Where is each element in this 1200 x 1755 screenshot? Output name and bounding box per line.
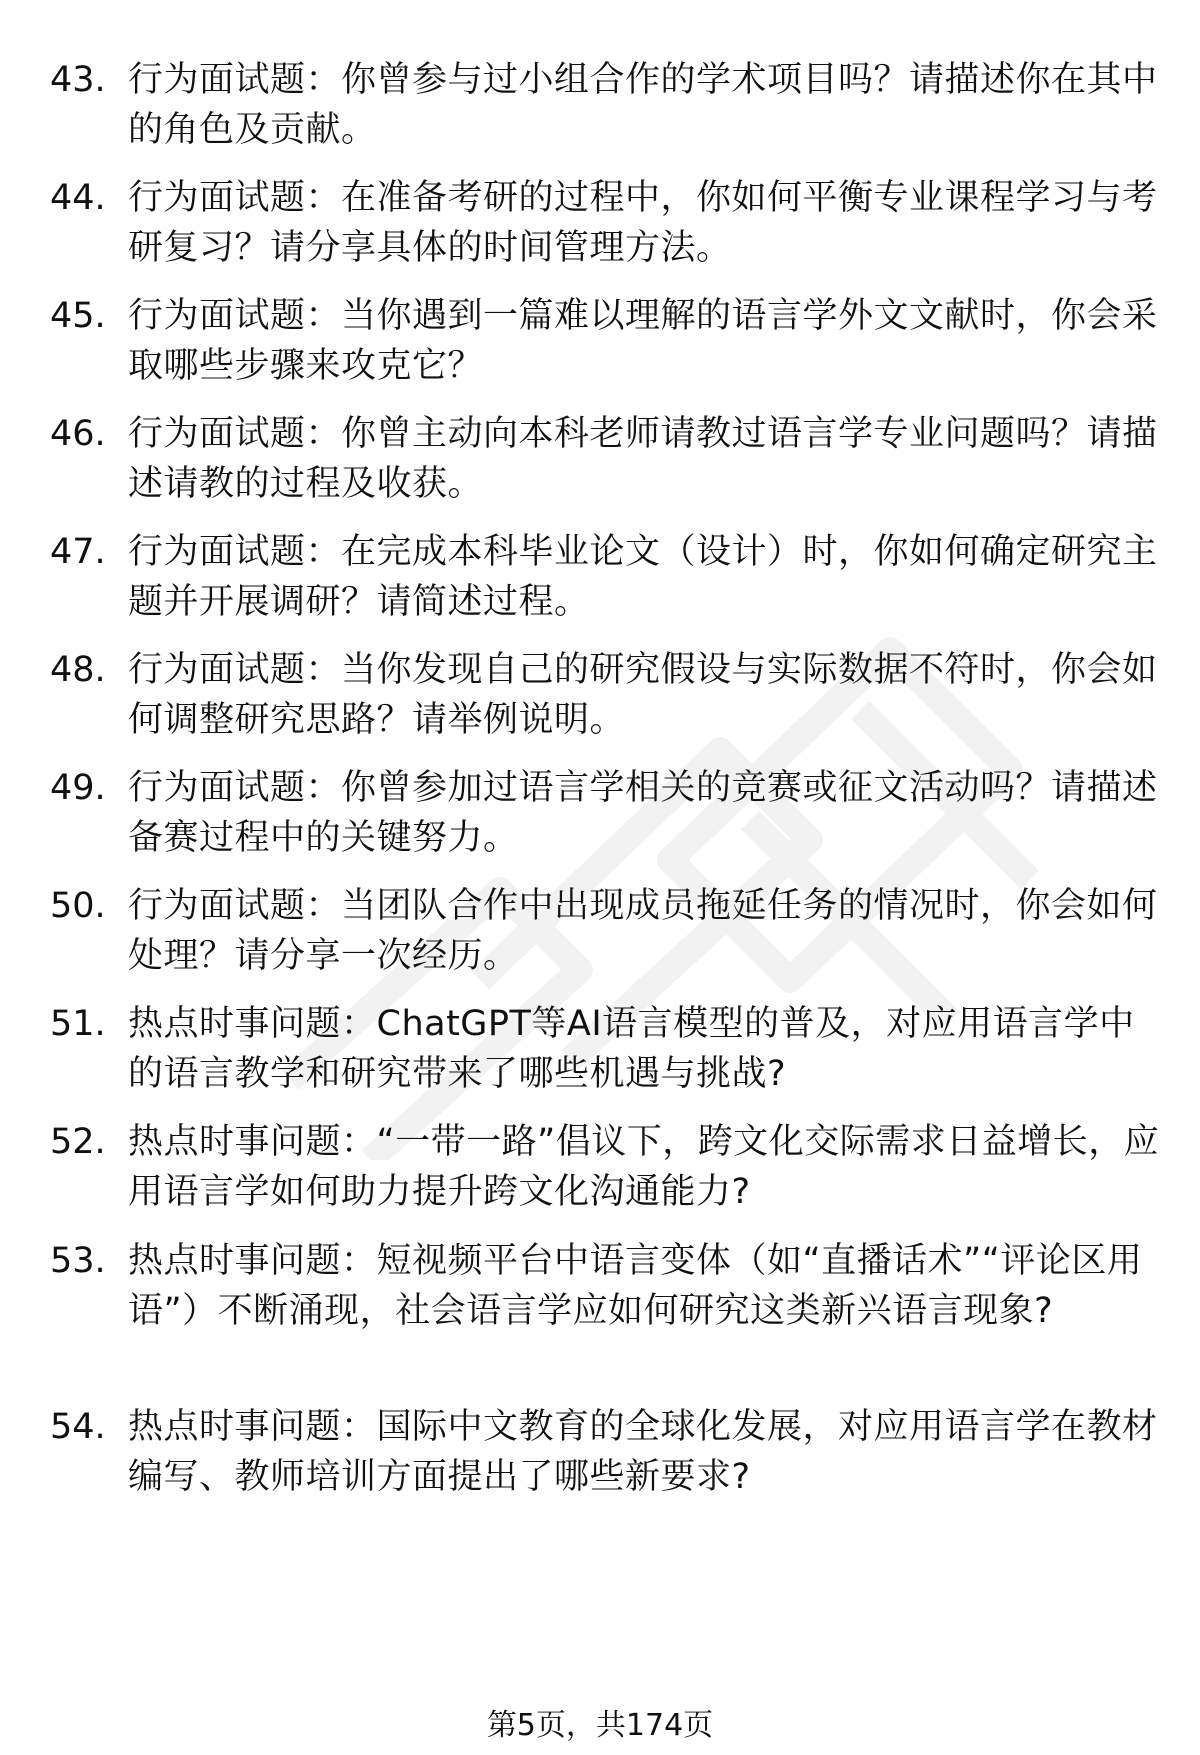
question-item-53 [50, 1236, 1160, 1336]
question-text: 热点时事问题：ChatGPT等AI语言模型的普及，对应用语言学中的语言教学和研究带来了哪些机遇与挑战? [128, 1004, 1135, 1094]
question-item-43 [50, 55, 1160, 155]
question-text: 热点时事问题：国际中文教育的全球化发展，对应用语言学在教材编写、教师培训方面提出了哪些新要求? [128, 1407, 1158, 1497]
question-number: 53. [50, 1241, 106, 1281]
question-item-48 [50, 645, 1160, 745]
question-item-45 [50, 291, 1160, 391]
question-number: 49. [50, 768, 106, 808]
question-number: 52. [50, 1122, 106, 1162]
question-text: 行为面试题：当团队合作中出现成员拖延任务的情况时，你会如何处理？请分享一次经历。 [128, 886, 1158, 976]
question-text: 行为面试题：你曾主动向本科老师请教过语言学专业问题吗？请描述请教的过程及收获。 [128, 414, 1158, 504]
question-number: 54. [50, 1407, 106, 1447]
question-text: 行为面试题：当你遇到一篇难以理解的语言学外文文献时，你会采取哪些步骤来攻克它？ [128, 296, 1158, 386]
question-number: 46. [50, 414, 106, 454]
question-text: 行为面试题：你曾参与过小组合作的学术项目吗？请描述你在其中的角色及贡献。 [128, 60, 1158, 150]
question-item-50 [50, 881, 1160, 981]
question-item-44 [50, 173, 1160, 273]
question-text: 行为面试题：在准备考研的过程中，你如何平衡专业课程学习与考研复习？请分享具体的时间管理方法。 [128, 178, 1158, 268]
question-number: 50. [50, 886, 106, 926]
question-item-52 [50, 1117, 1160, 1217]
question-text: 行为面试题：你曾参加过语言学相关的竞赛或征文活动吗？请描述备赛过程中的关键努力。 [128, 768, 1158, 858]
question-number: 47. [50, 532, 106, 572]
question-item-54 [50, 1402, 1160, 1502]
question-number: 43. [50, 60, 106, 100]
question-item-51 [50, 999, 1160, 1099]
question-number: 51. [50, 1004, 106, 1044]
question-number: 44. [50, 178, 106, 218]
question-item-47 [50, 527, 1160, 627]
question-item-46 [50, 409, 1160, 509]
question-text: 行为面试题：在完成本科毕业论文（设计）时，你如何确定研究主题并开展调研？请简述过程。 [128, 532, 1158, 622]
question-text: 热点时事问题：“一带一路”倡议下，跨文化交际需求日益增长，应用语言学如何助力提升跨文化沟通能力? [128, 1122, 1160, 1212]
question-number: 48. [50, 650, 106, 690]
page-footer: 第5页，共174页 [486, 1708, 714, 1743]
question-number: 45. [50, 296, 106, 336]
question-text: 热点时事问题：短视频平台中语言变体（如“直播话术”“评论区用语”）不断涌现，社会语言学应如何研究这类新兴语言现象? [128, 1241, 1143, 1331]
question-item-49 [50, 763, 1160, 863]
question-text: 行为面试题：当你发现自己的研究假设与实际数据不符时，你会如何调整研究思路？请举例说明。 [128, 650, 1158, 740]
